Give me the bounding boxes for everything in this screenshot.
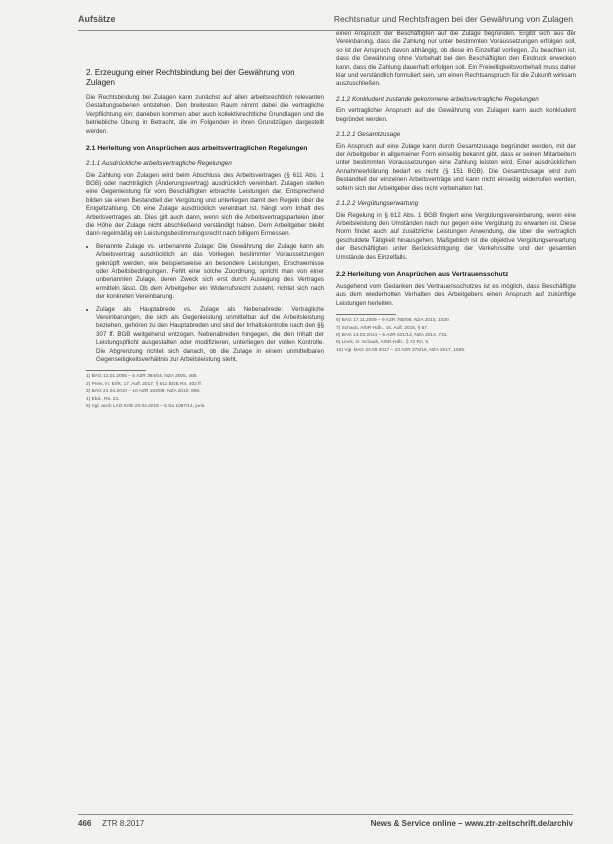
subsection-heading: 2.2 Herleitung von Ansprüchen aus Vertrauensschutz	[336, 271, 509, 279]
bullet-item: • Benannte Zulage vs. unbenannte Zulage: Die Gewährung der Zulage kann als Arbeitsvertrag ausdrücklich an das Vorliegen bestimmter Voraussetzungen geknüpft werden, wie beispielsweise an besondere Leistungen, Erschwernisse oder Arbeitsbedingungen. Fehlt eine solche Zuordnung, spricht man von einer unbenannten Zulage, deren Zweck sich erst durch Auslegung des Vertrages ermitteln lässt. Ob dem Arbeitgeber ein Widerrufsrecht zusteht, richtet sich nach der konkreten Vereinbarung.	[96, 243, 324, 302]
right-column	[336, 30, 576, 355]
service-link-text: News & Service online – www.ztr-zeitschrift.de/archiv	[370, 819, 573, 828]
footnote: 4) Ebd., Rn. 21.	[86, 396, 120, 402]
footnote: 8) BAG 13.03.2014 – 6 AZR 621/12, NZA 2014, 731.	[336, 333, 448, 339]
footnote: 9) Linck, in: Schaub, ArbR-Hdb., § 72 Rn. 5.	[336, 340, 430, 346]
journal-citation: ZTR 8.2017	[102, 819, 145, 828]
page-number: 466	[78, 819, 92, 828]
subsubsection-heading: 2.1.2 Konkludent zustande gekommene arbeitsvertragliche Regelungen	[336, 95, 539, 103]
bullet-list	[86, 243, 324, 365]
page-header	[78, 10, 573, 31]
footnote-divider	[86, 370, 146, 371]
paragraph: Die Zahlung von Zulagen wird beim Abschluss des Arbeitsvertrages (§ 611 Abs. 1 BGB) oder nachträglich (Änderungsvertrag) ausdrücklich vereinbart. Zulagen stellen eine Gegenleistung für vom Beschäftigten erbrachte Leistungen dar. Entsprechend bilden sie einen Bestandteil der Vergütung und unterliegen damit den Regeln über die Entgeltzahlung. Ob eine Zulage ausdrücklich vereinbart ist, hängt vom Inhalt des Arbeitsvertrages ab. Dies gilt auch dann, wenn sich die Arbeitsvertragsparteien über die Höhe der Zulage nicht abschließend verständigt haben. Dem Arbeitgeber bleibt dann regelmäßig ein Leistungsbestimmungsrecht nach billigem Ermessen.	[86, 171, 324, 238]
paragraph: Ein vertraglicher Anspruch auf die Gewährung von Zulagen kann auch konkludent begründet werden.	[336, 107, 576, 123]
paragraph: Ausgehend vom Gedanken des Vertrauensschutzes ist es möglich, dass Beschäftigte aus dem wiederholten Verhalten des Arbeitgebers einen Anspruch auf zukünftige Leistungen herleiten.	[336, 283, 576, 307]
subsubsection-heading: 2.1.1 Ausdrückliche arbeitsvertragliche Regelungen	[86, 160, 232, 168]
footnote-divider	[336, 314, 396, 315]
paragraph: Ein Anspruch auf eine Zulage kann durch Gesamtzusage begründet werden, mit der der Arbeitgeber in allgemeiner Form einseitig bekannt gibt, dass er seinen Mitarbeitern unter bestimmten Voraussetzungen eine Zahlung leisten wird. Einer ausdrücklichen Annahmeerklärung bedarf es nicht (§ 151 BGB). Die Gesamtzusage wird zum Bestandteil der einzelnen Arbeitsverträge und kann nicht einseitig widerrufen werden, sofern sich der Arbeitgeber dies nicht vorbehalten hat.	[336, 142, 576, 192]
paragraph: einen Anspruch der Beschäftigten auf die Zulage begründen. Ergibt sich aus der Vereinbarung, dass die Zahlung nur unter bestimmten Voraussetzungen erfolgen soll, so ist der Anspruch davon abhängig, ob diese im Einzelfall vorliegen. Zu beachten ist, dass die Gewährung ohne Vorbehalt bei den Beschäftigten den Eindruck erwecken kann, dass die Zahlung dauerhaft erfolgen soll. Ein Freiwilligkeitsvorbehalt muss daher klar und verständlich formuliert sein, um einen Rechtsanspruch für die Zukunft wirksam auszuschließen.	[336, 30, 576, 88]
subsubsection-heading: 2.1.2.1 Gesamtzusage	[336, 131, 401, 139]
left-column	[86, 68, 324, 412]
footnote: 5) Vgl. auch LAG Köln 20.04.2015 – 5 Sa 1097/14, juris.	[86, 404, 206, 410]
footnote: 10) Vgl. BAG 23.08.2017 – 10 AZR 376/16, NZA 2017, 1595.	[336, 347, 466, 353]
footnote: 1) BAG 12.01.2005 – 5 AZR 364/04, NZA 2005, 465.	[86, 374, 198, 380]
bullet-item: • Zulage als Hauptabrede vs. Zulage als Nebenabrede: Vertragliche Vereinbarungen, die sich als Gegenleistung unmittelbar auf die Arbeitsleistung beziehen, gehören zu den Hauptabreden und sind der Inhaltskontrolle nach den §§ 307 ff. BGB weitgehend entzogen. Nebenabreden hingegen, die den Inhalt der Leistungspflicht ausgestalten oder modifizieren, unterliegen der vollen Kontrolle. Die Abgrenzung richtet sich danach, ob die Zulage in einem unmittelbaren Gegenseitigkeitsverhältnis zur Arbeitsleistung steht.	[96, 306, 324, 365]
footnote: 7) Schaub, ArbR-Hdb., 16. Aufl. 2015, § 67.	[336, 325, 429, 331]
subsection-heading: 2.1 Herleitung von Ansprüchen aus arbeitsvertraglichen Regelungen	[86, 145, 308, 153]
section-heading: 2. Erzeugung einer Rechtsbindung bei der Gewährung von Zulagen	[86, 68, 295, 87]
paragraph: Die Rechtsbindung bei Zulagen kann zunächst auf allen arbeitsrechtlich relevanten Gestaltungsebenen entstehen. Den breitesten Raum nimmt dabei die vertragliche Verpflichtung ein; daneben kommen aber auch kollektivrechtliche Grundlagen und die betriebliche Übung in Betracht, die im Folgenden in ihren Grundzügen dargestellt werden.	[86, 94, 324, 135]
footnote: 6) BAG 17.11.2009 – 9 AZR 765/08, NZA 2010, 1020.	[336, 318, 451, 324]
subsubsection-heading: 2.1.2.2 Vergütungserwartung	[336, 200, 419, 208]
section-label: Aufsätze	[78, 14, 116, 24]
footnote: 2) Preis, in: ErfK, 17. Aufl. 2017, § 611 BGB Rn. 402 ff.	[86, 381, 203, 387]
running-title: Rechtsnatur und Rechtsfragen bei der Gewährung von Zulagen	[333, 14, 573, 24]
paragraph: Die Regelung in § 612 Abs. 1 BGB fingiert eine Vergütungsvereinbarung, wenn eine Arbeitsleistung den Umständen nach nur gegen eine Vergütung zu erwarten ist. Diese Norm findet auch auf zusätzliche Leistungen Anwendung, die über die vertraglich geschuldete Tätigkeit hinausgehen. Maßgeblich ist die objektive Vergütungserwartung der Beschäftigten unter Berücksichtigung der Verkehrssitte und der gesamten Umstände des Einzelfalls.	[336, 211, 576, 261]
footnote: 3) BAG 21.04.2010 – 10 AZR 163/09, NZA 2010, 808.	[86, 389, 201, 395]
page-footer	[78, 814, 573, 831]
